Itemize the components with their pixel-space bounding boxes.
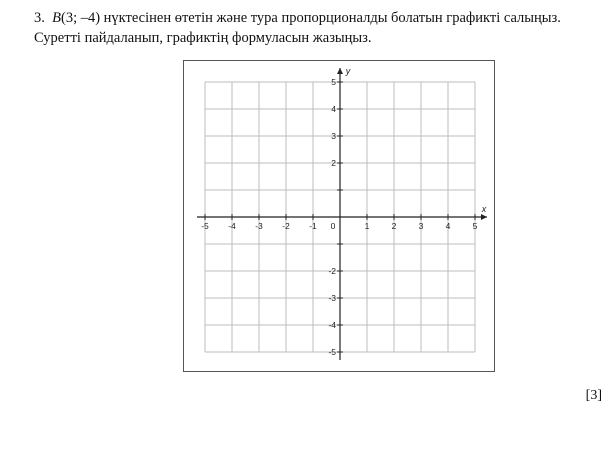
x-tick-label: -1	[309, 221, 317, 231]
y-tick-label: -3	[328, 293, 336, 303]
x-tick-label: -3	[255, 221, 263, 231]
x-axis-label: x	[481, 204, 487, 214]
y-tick-label: -5	[328, 347, 336, 357]
y-tick-label: 4	[331, 104, 336, 114]
y-tick-label: 2	[331, 158, 336, 168]
y-tick-label: 5	[331, 77, 336, 87]
point-label: B	[52, 10, 61, 26]
x-tick-label: -4	[228, 221, 236, 231]
points-value: [3]	[585, 388, 602, 403]
y-tick-label: -2	[328, 266, 336, 276]
task-text-part: (3; –4) нүктесінен өтетін және тура пропорционалды болатын графикті салыңыз.	[60, 10, 561, 26]
x-tick-label: 1	[364, 221, 370, 231]
task-text-line-1	[34, 9, 561, 27]
x-axis-arrow-icon	[481, 214, 487, 220]
y-tick-label: 3	[331, 131, 336, 141]
x-tick-label: 2	[391, 221, 397, 231]
y-axis-arrow-icon	[337, 68, 343, 74]
task-number: 3.	[34, 10, 45, 26]
x-tick-label: 4	[445, 221, 451, 231]
origin-label: 0	[330, 221, 336, 231]
coordinate-grid	[184, 61, 494, 371]
x-tick-label: -5	[201, 221, 209, 231]
y-tick-label: -4	[328, 320, 336, 330]
task-text-line-2: Суретті пайдаланып, графиктің формуласын жазыңыз.	[34, 30, 372, 46]
x-tick-label: -2	[282, 221, 290, 231]
x-tick-label: 5	[472, 221, 478, 231]
x-tick-label: 3	[418, 221, 424, 231]
coordinate-grid-figure	[183, 60, 495, 372]
y-axis-label: y	[345, 66, 351, 76]
